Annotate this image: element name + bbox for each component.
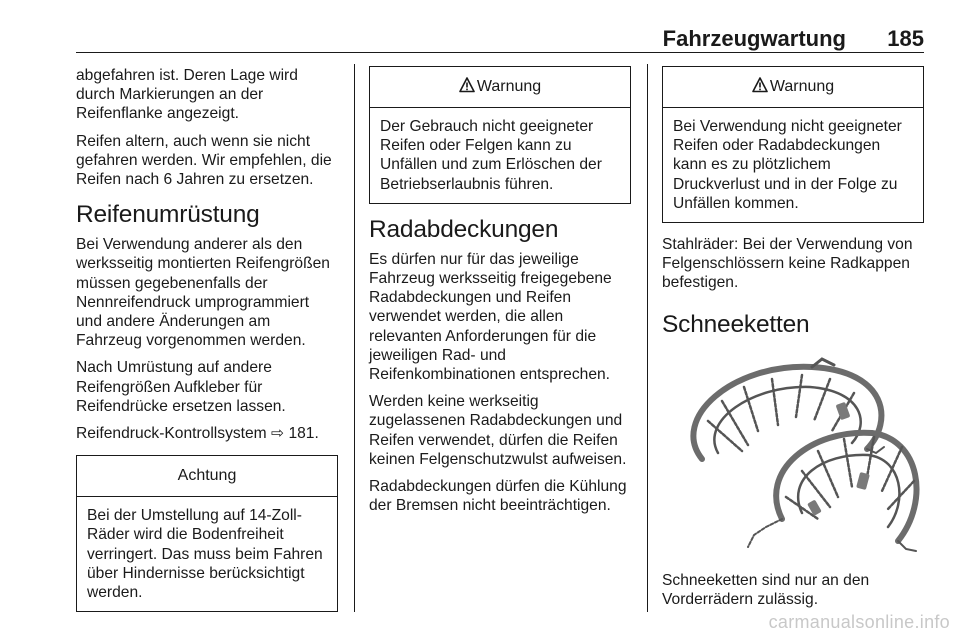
cross-reference [76,424,338,443]
warning-box [369,66,631,204]
column-1 [76,66,338,624]
header-rule [76,52,924,53]
paragraph: Es dürfen nur für das jeweilige Fahrzeug werksseitig freigegebene Radabdeckungen und Reifen verwendet werden, die allen relevanten Anforderungen für die jeweiligen Rad- und Reifenkombinationen entsprechen. [369,250,612,384]
reference-text: Reifendruck-Kontrollsystem [76,425,267,443]
column-divider [647,64,648,612]
section-title: Fahrzeugwartung [662,26,846,51]
heading-radabdeckungen: Radabdeckungen [369,215,559,243]
warning-header [663,67,923,108]
warning-title: Warnung [476,78,542,95]
heading-reifenumruestung: Reifenumrüstung [76,201,260,229]
page-header [76,26,924,54]
warning-triangle-icon [752,77,768,93]
paragraph: Radabdeckungen dürfen die Kühlung der Bremsen nicht beeinträchtigen. [369,478,627,515]
warning-body: Bei Verwendung nicht geeigneter Reifen oder Radabdeckungen kann es zu plötzlichem Druckverlust und in der Folge zu Unfällen kommen. [673,118,902,212]
notice-box [76,455,338,612]
paragraph: Bei Verwendung anderer als den werksseitig montierten Reifengrößen müssen gegebenenfalls der Nennreifendruck umprogrammiert und andere Änderungen am Fahrzeug vorgenommen werden. [76,236,330,350]
column-3 [662,66,924,617]
paragraph: Stahlräder: Bei der Verwendung von Felgenschlössern keine Radkappen befestigen. [662,236,913,292]
page-reference-icon: ⇨ [271,425,285,443]
paragraph: Werden keine werkseitig zugelassenen Radabdeckungen und Reifen verwendet, dürfen die Reifen keinen Felgenschutzwulst aufweisen. [369,393,627,468]
heading-schneeketten: Schneeketten [662,310,810,338]
column-divider [354,64,355,612]
reference-page[interactable]: 181. [288,425,319,443]
paragraph: Schneeketten sind nur an den Vorderrädern zulässig. [662,571,870,608]
paragraph: Reifen altern, auch wenn sie nicht gefahren werden. Wir empfehlen, die Reifen nach 6 Jahren zu ersetzen. [76,132,332,189]
paragraph: abgefahren ist. Deren Lage wird durch Markierungen an der Reifenflanke angezeigt. [76,67,298,123]
page-number: 185 [887,26,924,51]
snow-chains-illustration [662,351,924,561]
column-2 [369,66,631,523]
watermark: carmanualsonline.info [768,612,950,632]
notice-title: Achtung [77,456,337,497]
warning-box [662,66,924,223]
warning-triangle-icon [459,77,475,93]
notice-body: Bei der Umstellung auf 14-Zoll-Räder wird die Bodenfreiheit verringert. Das muss beim Fahren über Hindernisse berücksichtigt werden. [87,507,323,602]
warning-header [370,67,630,108]
paragraph: Nach Umrüstung auf andere Reifengrößen Aufkleber für Reifendrücke ersetzen lassen. [76,359,286,415]
warning-title: Warnung [769,78,835,95]
warning-body: Der Gebrauch nicht geeigneter Reifen oder Felgen kann zu Unfällen und zum Erlöschen der Betriebserlaubnis führen. [380,118,602,193]
